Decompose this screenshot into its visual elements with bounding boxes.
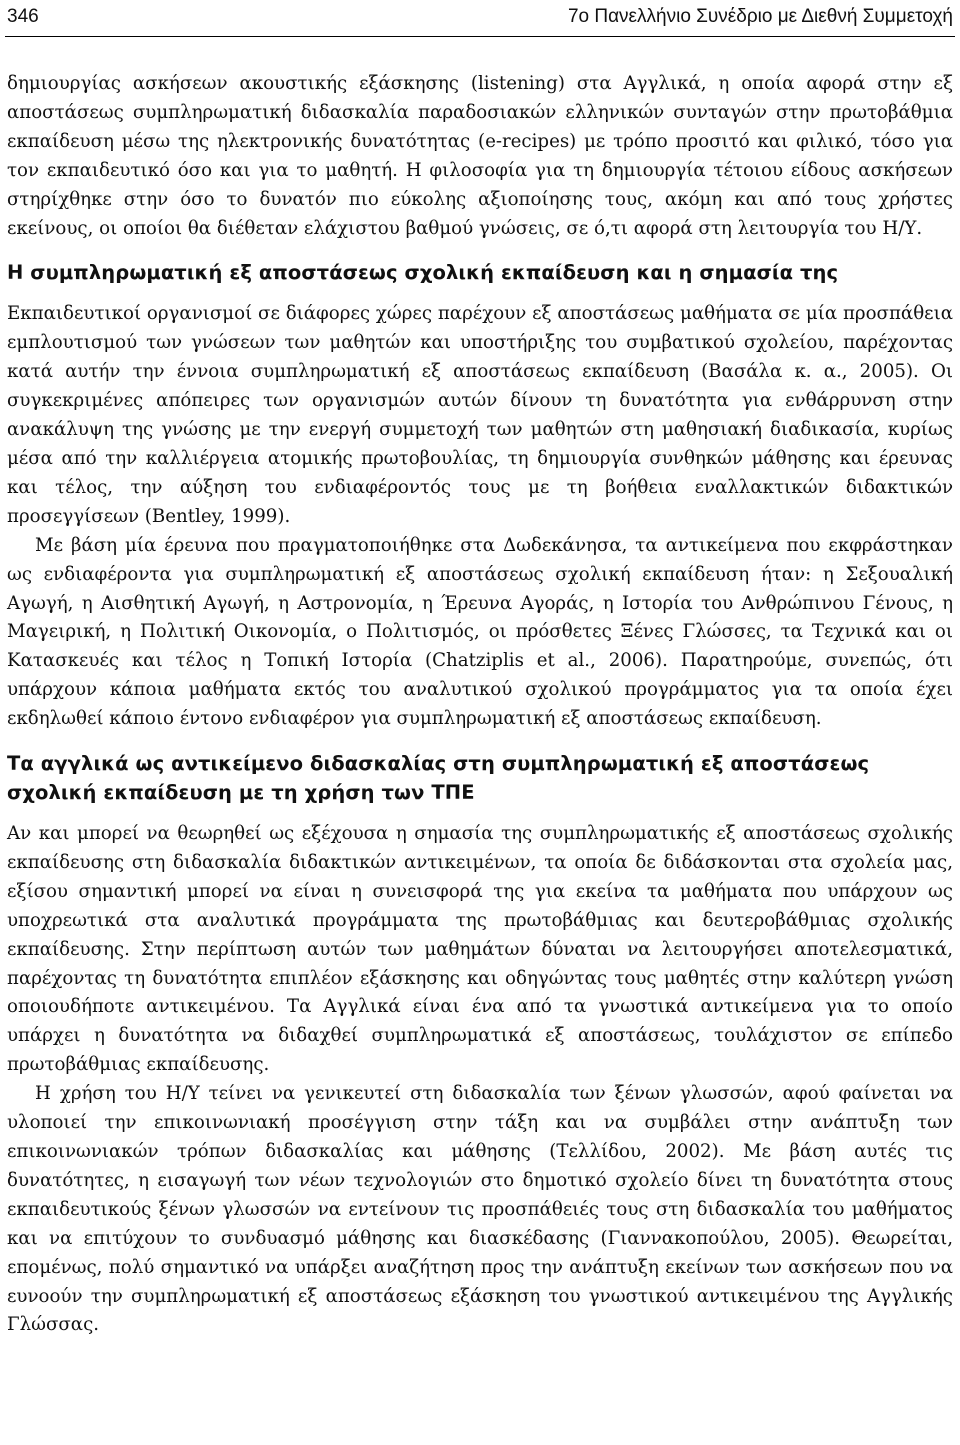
article-body <box>7 70 953 1340</box>
paragraph-dodecanese-survey: Με βάση μία έρευνα που πραγματοποιήθηκε στα Δωδεκάνησα, τα αντικείμενα που εκφράστηκαν ως ενδιαφέροντα για συμπληρωματική εξ αποστάσεως σχολική εκπαίδευση ήταν: η Σεξουαλική Αγωγή, η Αισθητική Αγωγή, η Αστρονομία, η Έρευνα Αγοράς, η Ιστορία του Ανθρώπινου Γένους, η Μαγειρική, η Πολιτική Οικονομία, ο Πολιτισμός, οι πρόσθετες Ξένες Γλώσσες, τα Τεχνικά και οι Κατασκευές και τέλος η Τοπική Ιστορία (Chatziplis et al., 2006). Παρατηρούμε, συνεπώς, ότι υπάρχουν κάποια μαθήματα εκτός του αναλυτικού σχολικού προγράμματος για τα οποία έχει εκδηλωθεί κάποιο έντονο ενδιαφέρον για συμπληρωματική εξ αποστάσεως εκπαίδευση. <box>7 534 953 730</box>
paragraph-english-subject: Αν και μπορεί να θεωρηθεί ως εξέχουσα η σημασία της συμπληρωματικής εξ αποστάσεως σχολικής εκπαίδευσης στη διδασκαλία διδακτικών αντικειμένων, τα οποία δε διδάσκονται στα σχολεία μας, εξίσου σημαντική μπορεί να είναι η συνεισφορά της για εκείνα τα μαθήματα που υπάρχουν ως υποχρεωτικά στα αναλυτικά προγράμματα της πρωτοβάθμιας και δευτεροβάθμιας σχολικής εκπαίδευσης. Στην περίπτωση αυτών των μαθημάτων δύναται να λειτουργήσει αποτελεσματικά, παρέχοντας τη δυνατότητα επιπλέον εξάσκησης και οδηγώντας τους μαθητές στην καλύτερη γνώση οποιουδήποτε αντικειμένου. Τα Αγγλικά είναι ένα από τα γνωστικά αντικείμενα για το οποίο υπάρχει η δυνατότητα να διδαχθεί συμπληρωματικά εξ αποστάσεως, τουλάχιστον σε επίπεδο πρωτοβάθμιας εκπαίδευσης. <box>7 823 953 1076</box>
page-number: 346 <box>7 6 39 27</box>
section-heading-english-teaching: Τα αγγλικά ως αντικείμενο διδασκαλίας στη συμπληρωματική εξ αποστάσεως σχολική εκπαίδευση με τη χρήση των ΤΠΕ <box>7 752 870 805</box>
paragraph-organizations: Εκπαιδευτικοί οργανισμοί σε διάφορες χώρες παρέχουν εξ αποστάσεως μαθήματα σε μία προσπάθεια εμπλουτισμού των γνώσεων των μαθητών και υποστήριξης του συμβατικού σχολείου, παρέχοντας κατά αυτήν την έννοια συμπληρωματική εξ αποστάσεως εκπαίδευση (Βασάλα κ. α., 2005). Οι συγκεκριμένες απόπειρες των οργανισμών αυτών δίνουν τη δυνατότητα για ενθάρρυνση στην ανακάλυψη της γνώσης με την ενεργή συμμετοχή των μαθητών στη μαθησιακή διαδικασία, κυρίως μέσα από την καλλιέργεια ατομικής πρωτοβουλίας, τη δημιουργία συνθηκών μάθησης και έρευνας και τέλος, την αύξηση του ενδιαφέροντός τους με τη βοήθεια εναλλακτικών διδακτικών προσεγγίσεων (Bentley, 1999). <box>7 303 953 527</box>
conference-title: 7ο Πανελλήνιο Συνέδριο με Διεθνή Συμμετοχή <box>567 6 953 27</box>
running-header <box>5 0 955 37</box>
paragraph-computer-use: Η χρήση του Η/Υ τείνει να γενικευτεί στη διδασκαλία των ξένων γλωσσών, αφού φαίνεται να υλοποιεί την επικοινωνιακή προσέγγιση στην τάξη και να συμβάλει στην ανάπτυξη των επικοινωνιακών τρόπων διδασκαλίας και μάθησης (Τελλίδου, 2002). Με βάση αυτές τις δυνατότητες, η εισαγωγή των νέων τεχνολογιών στο δημοτικό σχολείο δίνει τη δυνατότητα στους εκπαιδευτικούς ξένων γλωσσών να εντείνουν τις προσπάθειές τους στη διδασκαλία του μαθήματος και να επιτύχουν το συνδυασμό μάθησης και διασκέδασης (Γιαννακοπούλου, 2005). Θεωρείται, επομένως, πολύ σημαντικό να υπάρξει αναζήτηση προς την ανάπτυξη εκείνων των ασκήσεων που να ευνοούν την συμπληρωματική εξ αποστάσεως εξάσκηση του γνωστικού αντικειμένου της Αγγλικής Γλώσσας. <box>7 1083 953 1336</box>
paragraph-continuation: δημιουργίας ασκήσεων ακουστικής εξάσκησης (listening) στα Αγγλικά, η οποία αφορά στην εξ αποστάσεως συμπληρωματική διδασκαλία παραδοσιακών ελληνικών συνταγών στην πρωτοβάθμια εκπαίδευση μέσω της ηλεκτρονικής δυνατότητας (e-recipes) με τρόπο προσιτό και φιλικό, τόσο για τον εκπαιδευτικό όσο και για το μαθητή. Η φιλοσοφία για τη δημιουργία τέτοιου είδους ασκήσεων στηρίχθηκε στην όσο το δυνατόν πιο εύκολης αξιοποίησης τους, ακόμη και από τους χρήστες εκείνους, οι οποίοι θα διέθεταν ελάχιστου βαθμού γνώσεις, σε ό,τι αφορά στη λειτουργία του Η/Υ. <box>7 73 953 239</box>
section-heading-complementary-education: Η συμπληρωματική εξ αποστάσεως σχολική εκπαίδευση και η σημασία της <box>7 261 839 285</box>
